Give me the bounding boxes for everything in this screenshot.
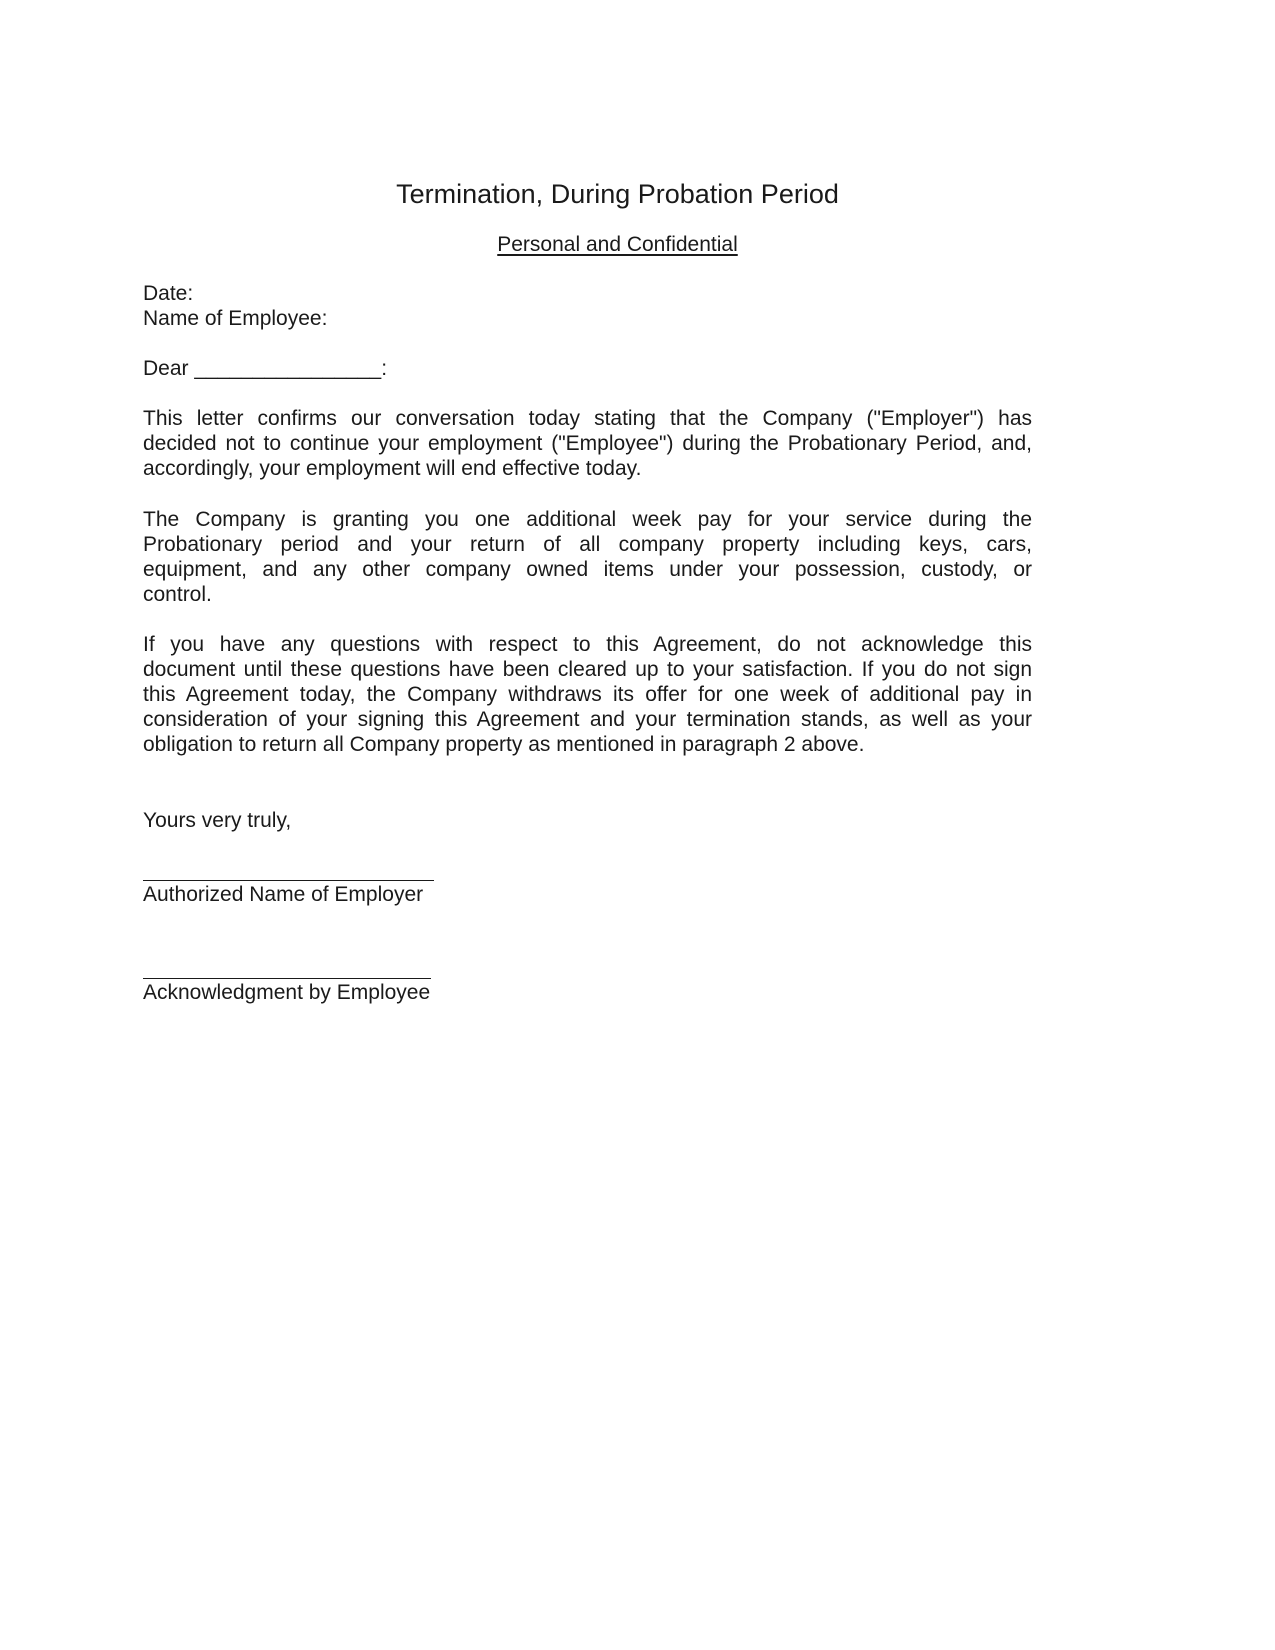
employer-signature-label: Authorized Name of Employer bbox=[143, 883, 424, 906]
paragraph-line: The Company is granting you one additional week pay for your service during the bbox=[143, 508, 1032, 531]
document-subtitle: Personal and Confidential bbox=[497, 233, 738, 256]
date-label: Date: bbox=[143, 282, 194, 305]
paragraph-line: consideration of your signing this Agreement and your termination stands, as well as your bbox=[143, 708, 1032, 731]
paragraph-line: If you have any questions with respect to this Agreement, do not acknowledge this bbox=[143, 633, 1032, 656]
employee-field bbox=[143, 306, 1032, 331]
paragraph-line: equipment, and any other company owned items under your possession, custody, or bbox=[143, 558, 1032, 581]
salutation: Dear ________________: bbox=[143, 357, 388, 380]
paragraph-2 bbox=[143, 507, 1032, 607]
paragraph-line: Probationary period and your return of all company property including keys, cars, bbox=[143, 533, 1032, 556]
date-field bbox=[143, 281, 1032, 306]
employee-label: Name of Employee: bbox=[143, 307, 328, 330]
employer-signature-line bbox=[143, 880, 434, 881]
closing: Yours very truly, bbox=[143, 809, 292, 832]
paragraph-line: this Agreement today, the Company withdraws its offer for one week of additional pay in bbox=[143, 683, 1032, 706]
paragraph-1 bbox=[143, 406, 1032, 481]
employee-signature-line bbox=[143, 978, 431, 979]
paragraph-line: accordingly, your employment will end effective today. bbox=[143, 457, 642, 480]
employee-signature-label: Acknowledgment by Employee bbox=[143, 981, 431, 1004]
paragraph-line: This letter confirms our conversation today stating that the Company ("Employer") has bbox=[143, 407, 1032, 430]
paragraph-3 bbox=[143, 632, 1032, 757]
paragraph-line: control. bbox=[143, 583, 212, 606]
paragraph-line: document until these questions have been cleared up to your satisfaction. If you do not sign bbox=[143, 658, 1032, 681]
paragraph-line: decided not to continue your employment ("Employee") during the Probationary Period, and, bbox=[143, 432, 1032, 455]
document-title: Termination, During Probation Period bbox=[396, 179, 839, 209]
paragraph-line: obligation to return all Company property as mentioned in paragraph 2 above. bbox=[143, 733, 865, 756]
